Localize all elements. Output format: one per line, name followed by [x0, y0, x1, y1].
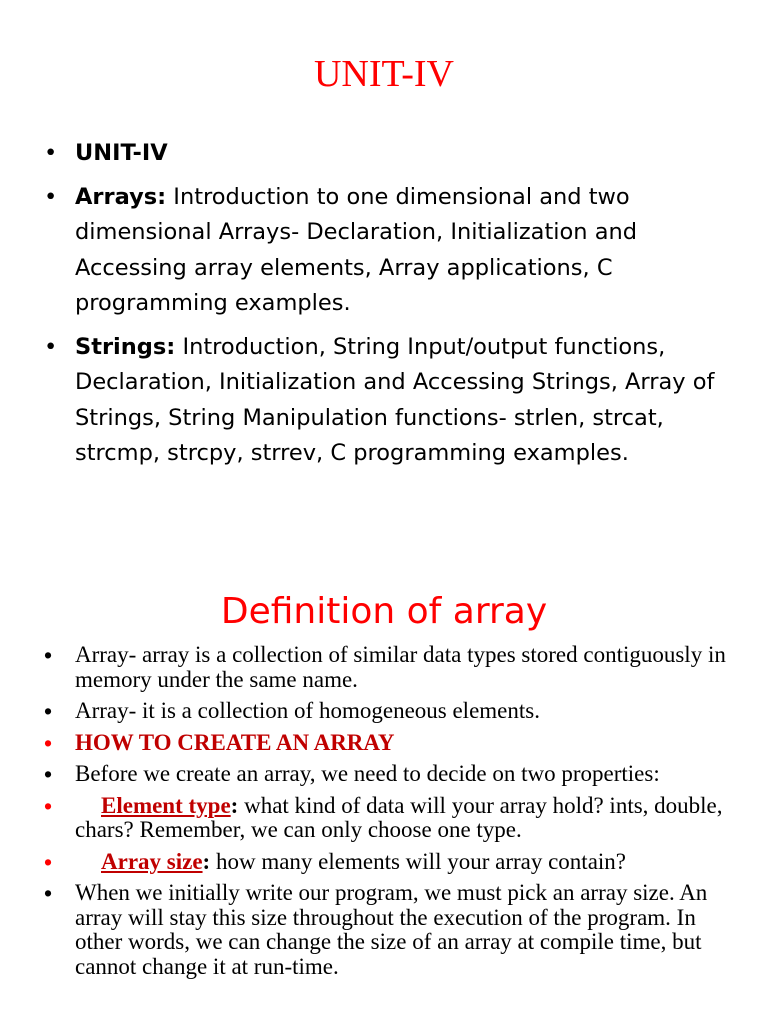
bullet-icon: • [44, 761, 53, 787]
syllabus-bullet-list [44, 136, 744, 480]
slide-title: UNIT-IV [313, 53, 454, 95]
definition-bullet-list [44, 643, 734, 986]
bullet-icon: • [44, 880, 53, 906]
bullet-icon: • [44, 729, 53, 756]
list-item [44, 881, 734, 979]
item-text: what kind of data will your array hold? ints, double, chars? Remember, we can only choose one type. [75, 792, 723, 842]
slide-definition-of-array [0, 540, 768, 1024]
item-text: Array- it is a collection of homogeneous elements. [75, 698, 540, 723]
bullet-icon: • [44, 140, 58, 166]
bullet-icon: • [44, 333, 58, 360]
item-text: Array- array is a collection of similar data types stored contiguously in memory under the same name. [75, 642, 726, 692]
bullet-icon: • [44, 792, 53, 819]
item-text: Introduction to one dimensional and two dimensional Arrays- Declaration, Initialization and Accessing array elements, Array applications, C programming examples. [75, 183, 638, 316]
item-heading: Strings: [75, 333, 176, 360]
array-size-label: Array size [101, 848, 203, 874]
list-item [44, 762, 734, 787]
bullet-icon: • [44, 848, 53, 875]
bullet-icon: • [44, 642, 53, 668]
item-heading: HOW TO CREATE AN ARRAY [75, 729, 395, 755]
list-item [44, 850, 734, 875]
list-item [44, 643, 734, 692]
label-colon: : [230, 792, 239, 818]
bullet-icon: • [44, 698, 53, 724]
item-text: Before we create an array, we need to decide on two properties: [75, 761, 660, 786]
slide-title: Definition of array [220, 591, 548, 632]
list-item [44, 731, 734, 756]
element-type-label: Element type [101, 792, 231, 818]
list-item [44, 794, 734, 843]
item-heading: UNIT-IV [75, 140, 168, 166]
item-text: Introduction, String Input/output functions, Declaration, Initialization and Accessing Strings, Array of Strings, String Manipulation functions- strlen, strcat, strcmp, strcpy, strrev, C programming examples. [75, 333, 715, 466]
item-heading: Arrays: [75, 183, 167, 210]
item-text: how many elements will your array contain? [210, 848, 627, 874]
list-item [44, 330, 744, 472]
list-item [44, 136, 744, 172]
list-item [44, 180, 744, 322]
bullet-icon: • [44, 183, 58, 210]
list-item [44, 699, 734, 724]
label-colon: : [202, 848, 211, 874]
item-text: When we initially write our program, we must pick an array size. An array will stay this size throughout the execution of the program. In other words, we can change the size of an array at compile time, but cannot change it at run-time. [75, 880, 708, 979]
